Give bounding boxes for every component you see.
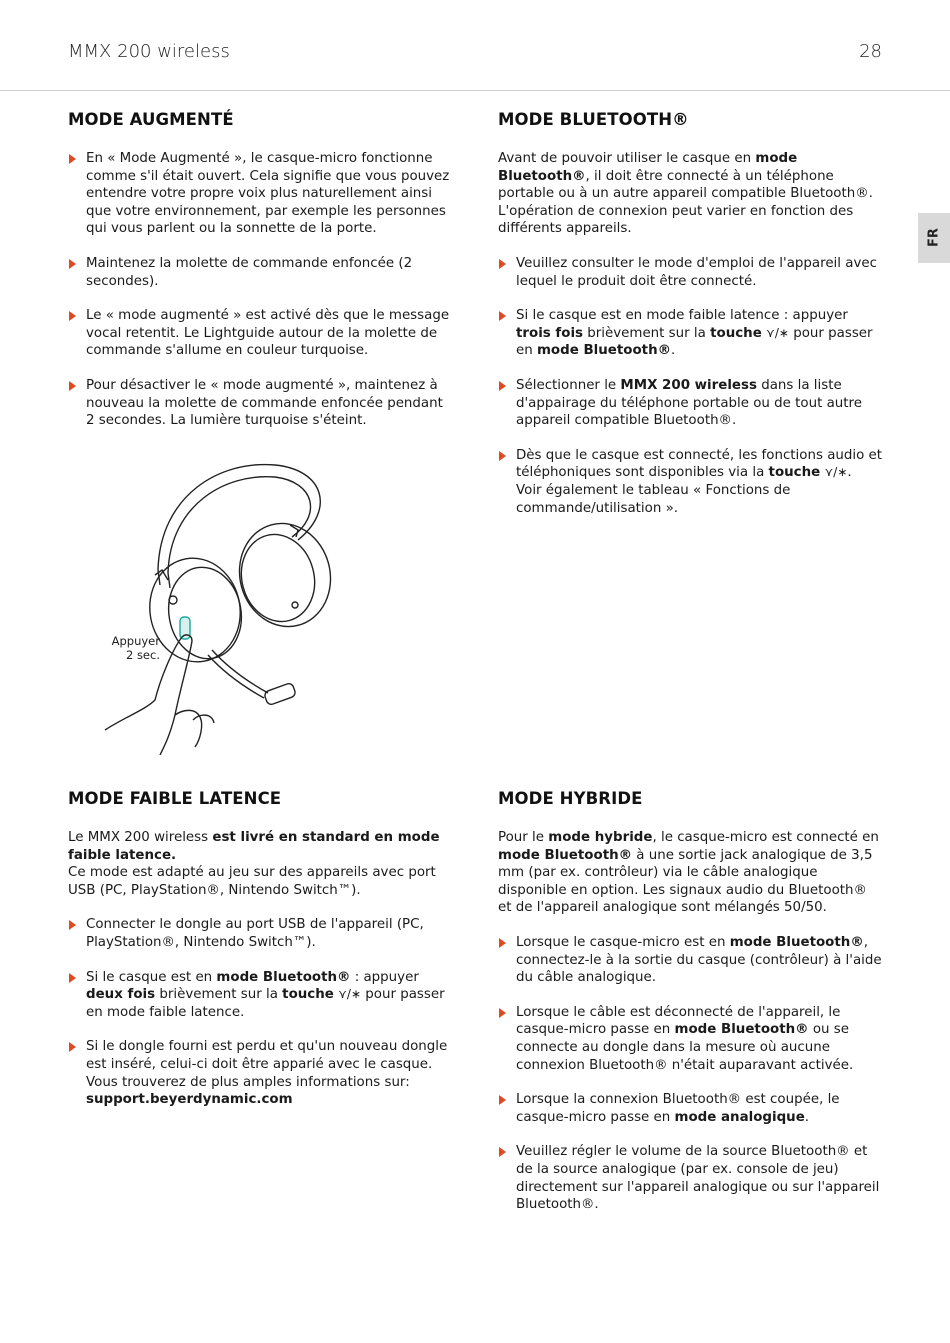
section-mode-hybride (498, 789, 883, 1231)
section-mode-bluetooth (498, 110, 883, 534)
list-item: Si le casque est en mode Bluetooth® : appuyer deux fois brièvement sur la touche ⋎/∗ pour passer en mode faible latence. (68, 969, 453, 1022)
section-title: MODE HYBRIDE (498, 789, 643, 808)
section-mode-faible-latence (68, 789, 453, 1126)
header-title: MMX 200 wireless (68, 41, 230, 62)
list-item: Lorsque le câble est déconnecté de l'appareil, le casque-micro passe en mode Bluetooth® ou se connecte au dongle dans la mesure où aucune connexion Bluetooth® n'était auparavant activée. (498, 1004, 883, 1074)
bullet-arrow-icon (69, 259, 76, 269)
bullet-arrow-icon (69, 311, 76, 321)
illustration-caption: Appuyer 2 sec. (111, 634, 160, 662)
list-item: Sélectionner le MMX 200 wireless dans la liste d'appairage du téléphone portable ou de tout autre appareil compatible Bluetooth®. (498, 377, 883, 430)
bullet-arrow-icon (69, 1042, 76, 1052)
bullet-arrow-icon (499, 1095, 506, 1105)
button-symbol-icon: ⋎/∗ (824, 465, 848, 480)
bullet-arrow-icon (499, 1147, 506, 1157)
paragraph: Avant de pouvoir utiliser le casque en mode Bluetooth®, il doit être connecté à un téléphone portable ou à un autre appareil compatible Bluetooth®. L'opération de connexion peut varier en fonction des différents appareils. (498, 151, 873, 237)
page-number: 28 (859, 41, 882, 62)
bullet-arrow-icon (69, 920, 76, 930)
list-item: Pour désactiver le « mode augmenté », maintenez à nouveau la molette de commande enfoncée pendant 2 secondes. La lumière turquoise s'éteint. (68, 377, 453, 430)
bullet-arrow-icon (499, 259, 506, 269)
list-item: Lorsque le casque-micro est en mode Bluetooth®, connectez-le à la sortie du casque (contrôleur) à l'aide du câble analogique. (498, 934, 883, 987)
section-title: MODE FAIBLE LATENCE (68, 789, 282, 808)
bullet-arrow-icon (69, 381, 76, 391)
list-item: Si le dongle fourni est perdu et qu'un nouveau dongle est inséré, celui-ci doit être apparié avec le casque. Vous trouverez de plus amples informations sur: support.beyerdynamic.com (68, 1038, 453, 1108)
headset-illustration (100, 455, 420, 755)
paragraph: Pour le mode hybride, le casque-micro est connecté en mode Bluetooth® à une sortie jack analogique de 3,5 mm (par ex. contrôleur) via le câble analogique disponible en option. Les signaux audio du Bluetooth® et de l'appareil analogique sont mélangés 50/50. (498, 830, 879, 916)
list-item: Connecter le dongle au port USB de l'appareil (PC, PlayStation®, Nintendo Switch™). (68, 916, 453, 951)
header-divider (0, 90, 950, 91)
bullet-arrow-icon (499, 451, 506, 461)
language-tab (918, 213, 950, 263)
paragraph: Le MMX 200 wireless est livré en standard en mode faible latence. Ce mode est adapté au jeu sur des appareils avec port USB (PC, PlayStation®, Nintendo Switch™). (68, 830, 440, 898)
button-symbol-icon: ⋎/∗ (338, 987, 362, 1002)
bullet-arrow-icon (499, 381, 506, 391)
list-item: Veuillez consulter le mode d'emploi de l'appareil avec lequel le produit doit être connecté. (498, 255, 883, 290)
list-item: Si le casque est en mode faible latence : appuyer trois fois brièvement sur la touche ⋎/∗ pour passer en mode Bluetooth®. (498, 307, 883, 360)
button-symbol-icon: ⋎/∗ (766, 325, 789, 340)
list-item: Maintenez la molette de commande enfoncée (2 secondes). (68, 255, 453, 290)
list-item: Le « mode augmenté » est activé dès que le message vocal retentit. Le Lightguide autour de la molette de commande s'allume en couleur turquoise. (68, 307, 453, 360)
section-mode-augmente (68, 110, 453, 447)
bullet-arrow-icon (69, 154, 76, 164)
list-item: Lorsque la connexion Bluetooth® est coupée, le casque-micro passe en mode analogique. (498, 1091, 883, 1126)
bullet-arrow-icon (499, 938, 506, 948)
bullet-arrow-icon (69, 973, 76, 983)
section-title: MODE BLUETOOTH® (498, 110, 689, 129)
list-item: En « Mode Augmenté », le casque-micro fonctionne comme s'il était ouvert. Cela signifie que vous pouvez entendre votre propre voix plus naturellement ainsi que votre environnement, par exemple les personnes qui vous parlent ou la sonnette de la porte. (68, 150, 453, 238)
list-item: Veuillez régler le volume de la source Bluetooth® et de la source analogique (par ex. console de jeu) directement sur l'appareil analogique ou sur l'appareil Bluetooth®. (498, 1143, 883, 1213)
language-tab-label: FR (926, 228, 942, 247)
list-item: Dès que le casque est connecté, les fonctions audio et téléphoniques sont disponibles via la touche ⋎/∗. Voir également le tableau « Fonctions de commande/utilisation ». (498, 447, 883, 517)
bullet-arrow-icon (499, 1008, 506, 1018)
bullet-arrow-icon (499, 311, 506, 321)
support-link[interactable]: support.beyerdynamic.com (86, 1092, 293, 1108)
section-title: MODE AUGMENTÉ (68, 110, 234, 129)
